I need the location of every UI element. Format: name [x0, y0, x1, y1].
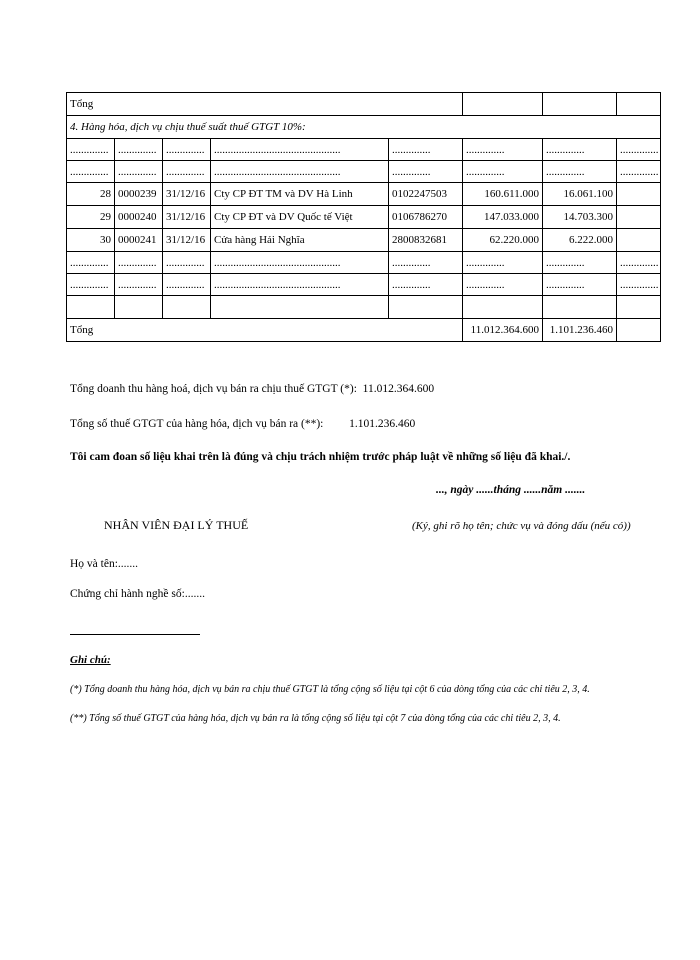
date-line: ..., ngày ......tháng ......năm .......	[436, 484, 586, 496]
table-row: .............. .............. .............. .............................................. .............. .............. .............. ..............	[67, 274, 661, 296]
table-row: .............. .............. .............. .............................................. .............. .............. .............. ..............	[67, 139, 661, 161]
prev-total-label: Tổng	[67, 93, 463, 116]
summary-revenue-value: 11.012.364.600	[362, 383, 435, 395]
note-2: (**) Tổng số thuế GTGT của hàng hóa, dịch vụ bán ra là tổng cộng số liệu tại cột 7 của dòng tổng của các chỉ tiêu 2, 3, 4.	[70, 713, 561, 724]
table-row: .............. .............. .............. .............................................. .............. .............. .............. ..............	[67, 252, 661, 274]
sales-table	[66, 92, 661, 342]
summary-tax: Tổng số thuế GTGT của hàng hóa, dịch vụ bán ra (**): 1.101.236.460	[70, 418, 416, 430]
total-row	[67, 319, 661, 342]
note-1: (*) Tổng doanh thu hàng hóa, dịch vụ bán ra chịu thuế GTGT là tổng cộng số liệu tại cột 6 của dòng tổng của các chỉ tiêu 2, 3, 4.	[70, 684, 590, 695]
agent-title: NHÂN VIÊN ĐẠI LÝ THUẾ	[104, 518, 249, 532]
divider	[70, 634, 200, 635]
commitment-text: Tôi cam đoan số liệu khai trên là đúng và chịu trách nhiệm trước pháp luật về những số liệu đã khai./.	[70, 451, 571, 463]
table-row: .............. .............. .............. .............................................. .............. .............. .............. ..............	[67, 161, 661, 183]
agent-name-line: Họ và tên:.......	[70, 558, 139, 570]
notes-heading: Ghi chú:	[70, 654, 111, 666]
certificate-line: Chứng chỉ hành nghề số:.......	[70, 588, 205, 600]
section-title: 4. Hàng hóa, dịch vụ chịu thuế suất thuế GTGT 10%:	[67, 116, 661, 139]
table-row: 28 0000239 31/12/16 Cty CP ĐT TM và DV Hà Linh 0102247503 160.611.000 16.061.100	[67, 183, 661, 206]
total-label: Tổng	[67, 319, 463, 342]
summary-revenue: Tổng doanh thu hàng hoá, dịch vụ bán ra chịu thuế GTGT (*): 11.012.364.600	[70, 383, 435, 395]
table-row	[67, 116, 661, 139]
table-row	[67, 296, 661, 319]
total-tax: 1.101.236.460	[543, 319, 617, 342]
table-row: 29 0000240 31/12/16 Cty CP ĐT và DV Quốc tế Việt 0106786270 147.033.000 14.703.300	[67, 206, 661, 229]
summary-tax-value: 1.101.236.460	[349, 418, 416, 430]
sign-note: (Ký, ghi rõ họ tên; chức vụ và đóng dấu (nếu có))	[412, 520, 631, 532]
table-row: 30 0000241 31/12/16 Cửa hàng Hải Nghĩa 2800832681 62.220.000 6.222.000	[67, 229, 661, 252]
table-row	[67, 93, 661, 116]
total-revenue: 11.012.364.600	[463, 319, 543, 342]
